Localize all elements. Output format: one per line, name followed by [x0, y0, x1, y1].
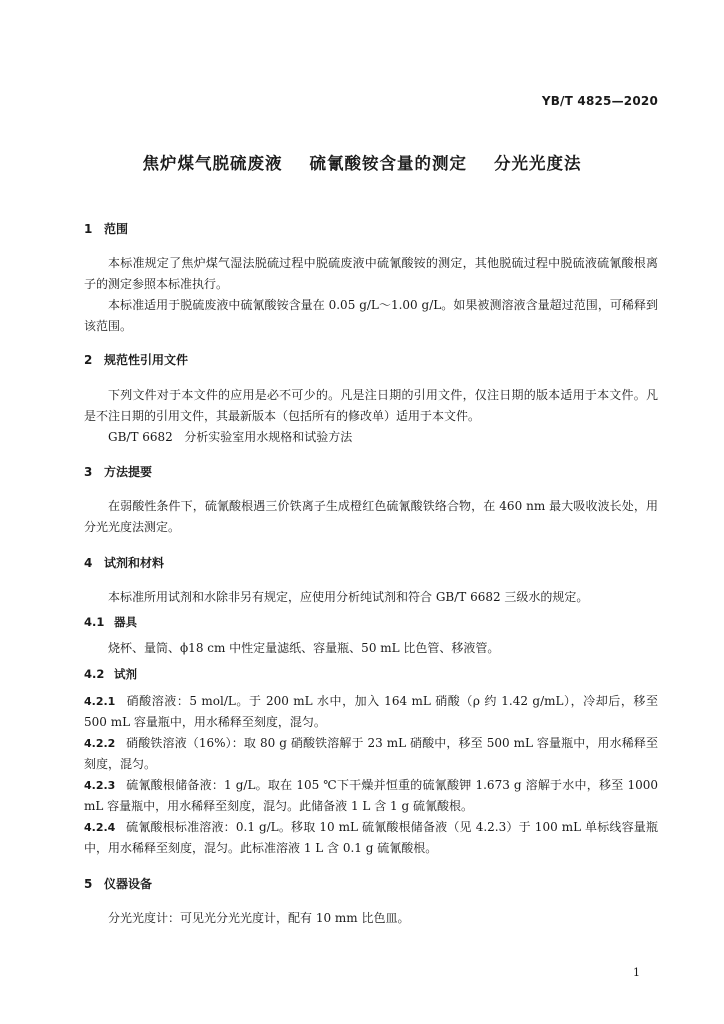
subsection-title: 器具 [114, 615, 137, 629]
section-title: 范围 [104, 222, 129, 236]
section-1 [84, 219, 658, 337]
section-title: 仪器设备 [104, 877, 153, 891]
section-heading [84, 350, 658, 370]
section-2 [84, 350, 658, 448]
document-title: 焦炉煤气脱硫废液 硫氰酸铵含量的测定 分光光度法 [142, 154, 582, 173]
document-body [84, 219, 658, 929]
item-text: 硫氰酸根标准溶液：0.1 g/L。移取 10 mL 硫氰酸根储备液（见 4.2.3）于 100 mL 单标线容量瓶中，用水稀释至刻度，混匀。此标准溶液 1 L 含 0.1 g 硫氰酸根。 [84, 820, 658, 855]
reference-item: GB/T 6682 分析实验室用水规格和试验方法 [108, 430, 353, 444]
item-number: 4.2.2 [84, 737, 116, 750]
section-number: 4 [84, 556, 93, 570]
section-heading [84, 874, 658, 894]
paragraph: 下列文件对于本文件的应用是必不可少的。凡是注日期的引用文件，仅注日期的版本适用于本文件。凡是不注日期的引用文件，其最新版本（包括所有的修改单）适用于本文件。 [84, 388, 658, 423]
section-3 [84, 462, 658, 538]
reagent-item [84, 733, 658, 775]
subsection-number: 4.1 [84, 615, 105, 629]
subsection-title: 试剂 [114, 667, 137, 681]
item-text: 硝酸铁溶液（16%）：取 80 g 硝酸铁溶解于 23 mL 硝酸中，移至 500 mL 容量瓶中，用水稀释至刻度，混匀。 [84, 736, 658, 771]
paragraph: 本标准所用试剂和水除非另有规定，应使用分析纯试剂和符合 GB/T 6682 三级水的规定。 [108, 590, 589, 604]
paragraph: 分光光度计：可见光分光光度计，配有 10 mm 比色皿。 [108, 911, 410, 925]
subsection-heading [84, 664, 658, 684]
page-number: 1 [633, 966, 640, 979]
subsection-heading [84, 612, 658, 632]
paragraph: 烧杯、量筒、ϕ18 cm 中性定量滤纸、容量瓶、50 mL 比色管、移液管。 [108, 641, 500, 655]
section-number: 3 [84, 465, 93, 479]
reagent-item [84, 775, 658, 817]
reagent-item [84, 691, 658, 733]
section-title: 规范性引用文件 [104, 353, 189, 367]
section-number: 1 [84, 222, 93, 236]
section-4 [84, 553, 658, 859]
paragraph: 本标准规定了焦炉煤气湿法脱硫过程中脱硫废液中硫氰酸铵的测定，其他脱硫过程中脱硫液硫氰酸根离子的测定参照本标准执行。 [84, 256, 658, 291]
item-number: 4.2.4 [84, 821, 116, 834]
section-5 [84, 874, 658, 929]
paragraph: 在弱酸性条件下，硫氰酸根遇三价铁离子生成橙红色硫氰酸铁络合物，在 460 nm 最大吸收波长处，用分光光度法测定。 [84, 499, 658, 534]
section-heading [84, 219, 658, 239]
section-heading [84, 462, 658, 482]
section-title: 方法提要 [104, 465, 153, 479]
subsection-number: 4.2 [84, 667, 105, 681]
item-number: 4.2.3 [84, 779, 116, 792]
paragraph: 本标准适用于脱硫废液中硫氰酸铵含量在 0.05 g/L～1.00 g/L。如果被测溶液含量超过范围，可稀释到该范围。 [84, 298, 658, 333]
standard-code: YB/T 4825—2020 [541, 94, 658, 108]
item-text: 硝酸溶液：5 mol/L。于 200 mL 水中，加入 164 mL 硝酸（ρ 约 1.42 g/mL），冷却后，移至 500 mL 容量瓶中，用水稀释至刻度，混匀。 [84, 694, 658, 729]
item-text: 硫氰酸根储备液：1 g/L。取在 105 ℃下干燥并恒重的硫氰酸钾 1.673 g 溶解于水中，移至 1000 mL 容量瓶中，用水稀释至刻度，混匀。此储备液 1 L 含 1 g 硫氰酸根。 [84, 778, 658, 813]
section-title: 试剂和材料 [104, 556, 165, 570]
section-number: 5 [84, 877, 93, 891]
section-number: 2 [84, 353, 93, 367]
section-heading [84, 553, 658, 573]
reagent-item [84, 817, 658, 859]
item-number: 4.2.1 [84, 695, 116, 708]
